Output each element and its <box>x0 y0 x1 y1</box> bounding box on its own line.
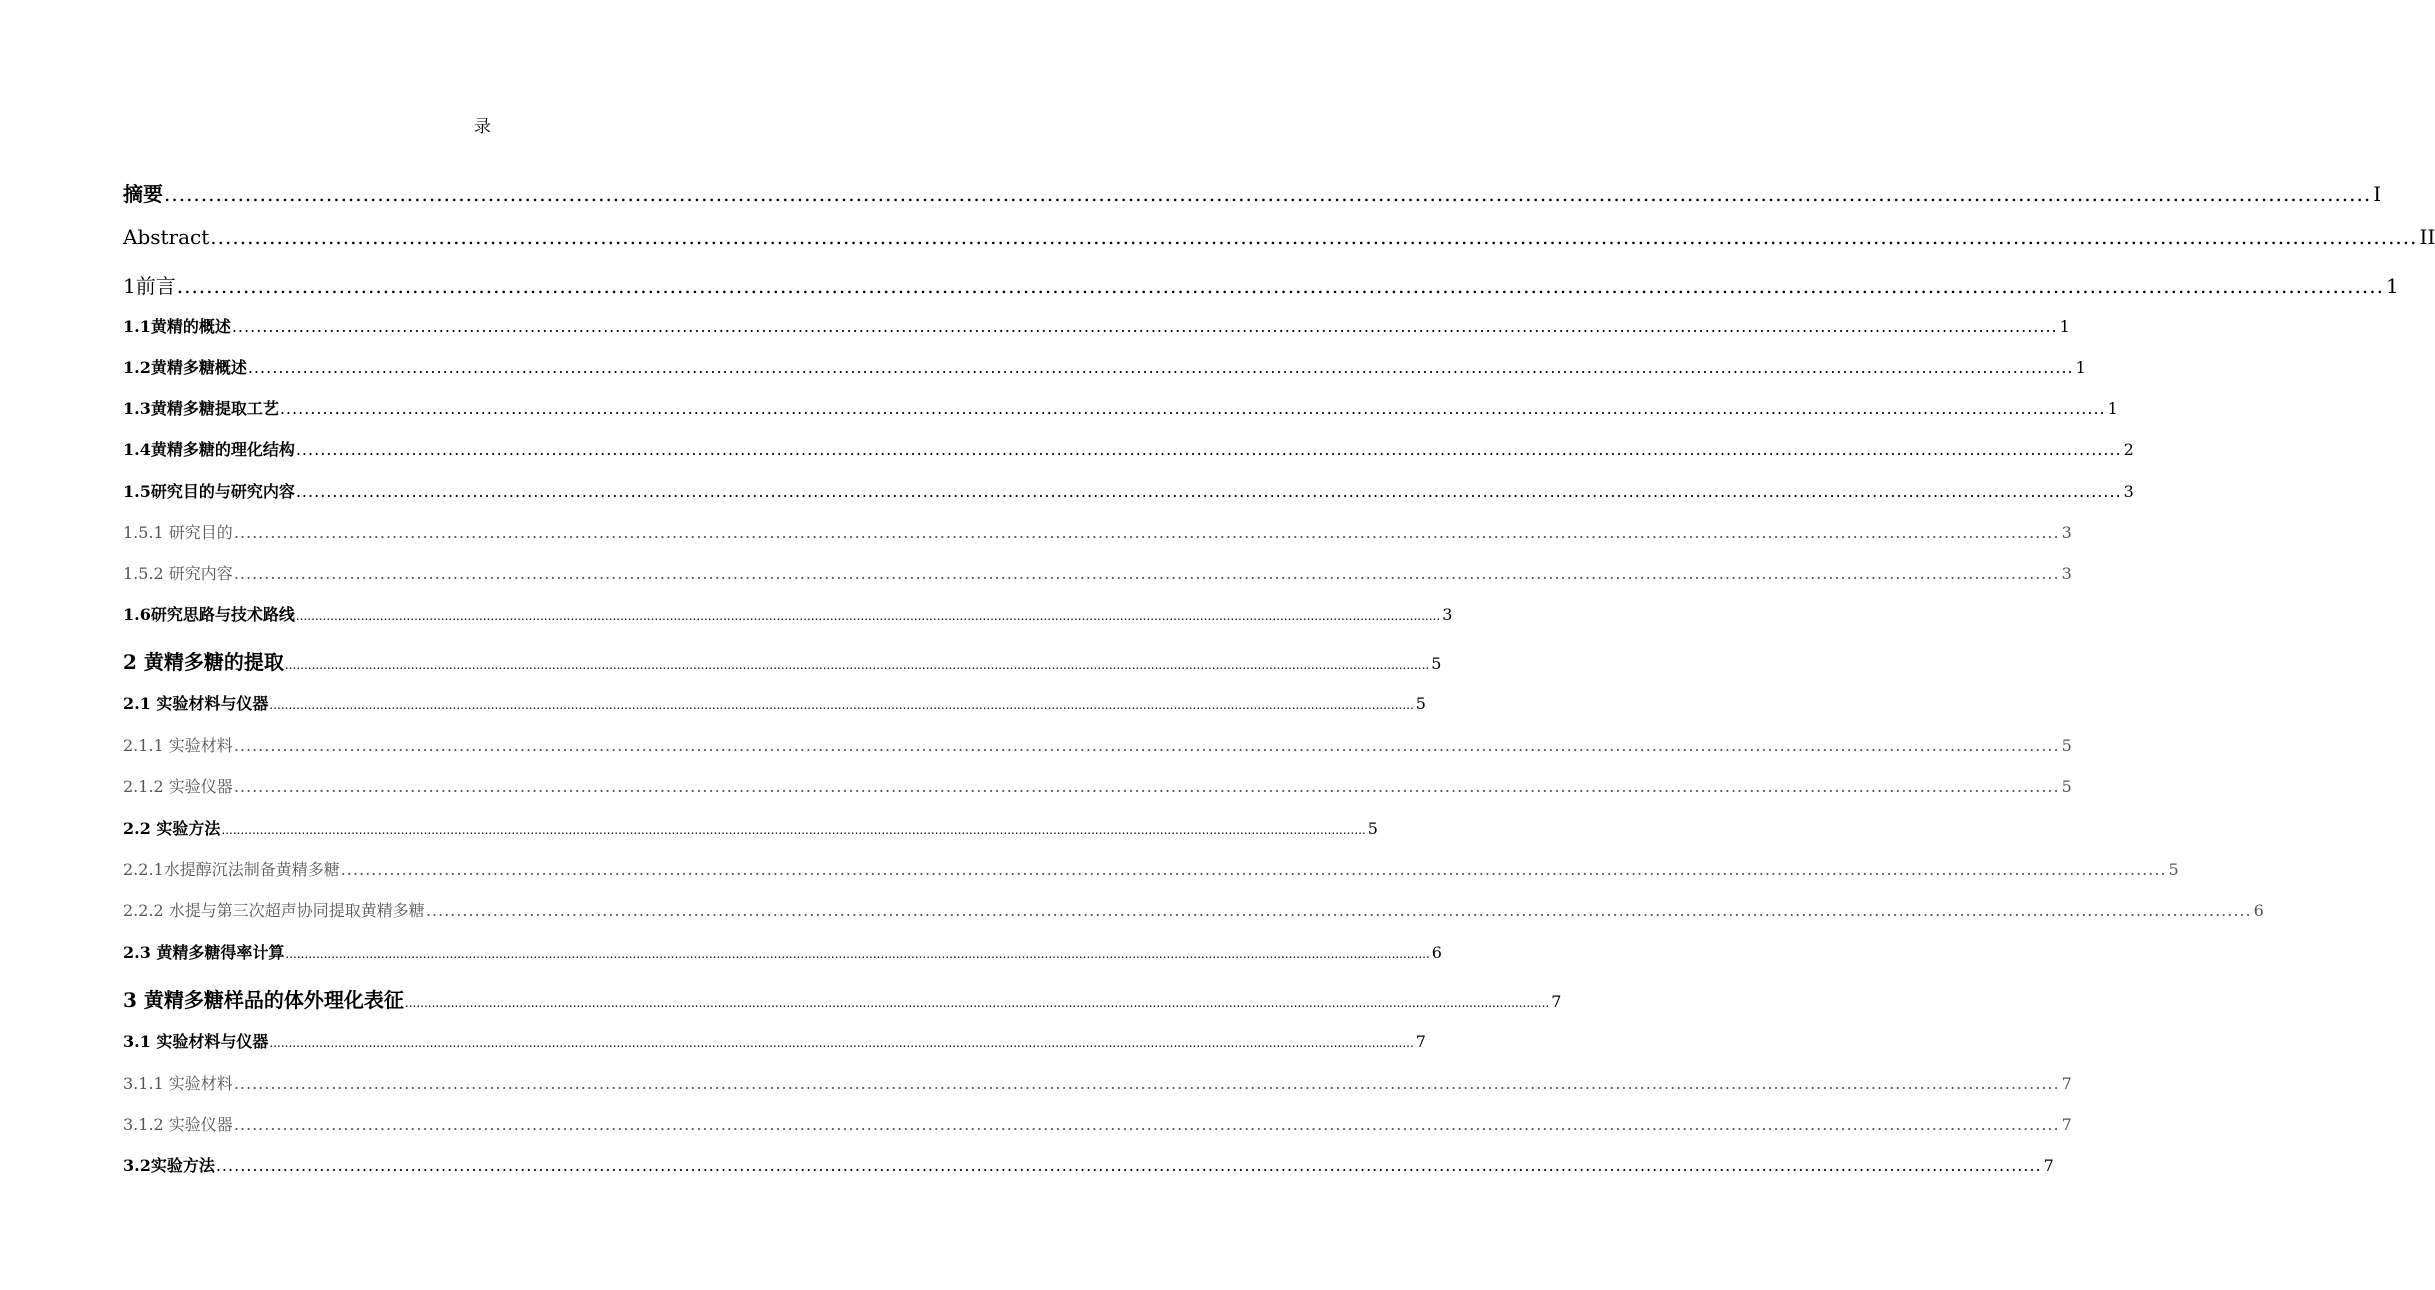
toc-entry-label: 1.3黄精多糖提取工艺 <box>123 399 279 418</box>
toc-entry-page: II <box>2419 225 2435 249</box>
table-of-contents <box>123 0 2435 1290</box>
toc-entry-label: 1前言 <box>123 274 176 298</box>
toc-entry-1-5-1[interactable] <box>123 520 2072 543</box>
toc-entry-page: 6 <box>1431 943 1442 962</box>
toc-entry-label: 3.2实验方法 <box>123 1156 215 1175</box>
toc-entry-1-2[interactable] <box>123 355 2086 378</box>
dot-leader: ............................................................................................................................................................................................................................................................................................................ <box>285 947 1430 961</box>
toc-entry-chapter-3[interactable] <box>123 984 1562 1013</box>
dot-leader: ............................................................................................................................................................................................................................................................................................................ <box>269 698 1414 712</box>
dot-leader: ............................................................................................................................................................................................................................................................................................................ <box>247 358 2074 377</box>
toc-entry-page: 2 <box>2123 440 2134 459</box>
toc-entry-2-2[interactable] <box>123 816 1378 839</box>
dot-leader: ............................................................................................................................................................................................................................................................................................................ <box>295 482 2122 501</box>
toc-entry-page: 5 <box>2061 777 2072 796</box>
toc-entry-label: 1.5.1 研究目的 <box>123 523 233 542</box>
toc-entry-2-1-2[interactable] <box>123 774 2072 797</box>
toc-entry-label: 3.1 实验材料与仪器 <box>123 1032 269 1051</box>
toc-entry-1-1[interactable] <box>123 314 2070 337</box>
toc-entry-page: 3 <box>2061 564 2072 583</box>
toc-entry-page: 7 <box>2061 1074 2072 1093</box>
toc-entry-page: 5 <box>1431 654 1442 673</box>
dot-leader: ............................................................................................................................................................................................................................................................................................................ <box>176 274 2384 298</box>
toc-entry-3-1-2[interactable] <box>123 1112 2072 1135</box>
dot-leader: ............................................................................................................................................................................................................................................................................................................ <box>233 1074 2060 1093</box>
toc-entry-3-2[interactable] <box>123 1153 2054 1176</box>
dot-leader: ............................................................................................................................................................................................................................................................................................................ <box>269 1036 1414 1050</box>
toc-entry-label: 2.1.1 实验材料 <box>123 736 233 755</box>
toc-entry-chapter-1[interactable] <box>123 270 2399 299</box>
toc-entry-abstract-cn[interactable] <box>123 178 2382 207</box>
toc-entry-page: 6 <box>2253 901 2264 920</box>
toc-entry-page: 3 <box>2123 482 2134 501</box>
dot-leader: ............................................................................................................................................................................................................................................................................................................ <box>233 523 2060 542</box>
dot-leader: ............................................................................................................................................................................................................................................................................................................ <box>231 317 2058 336</box>
toc-entry-page: 3 <box>1442 605 1453 624</box>
toc-entry-label: 1.2黄精多糖概述 <box>123 358 247 377</box>
toc-entry-label: 2.1 实验材料与仪器 <box>123 694 269 713</box>
toc-entry-2-2-1[interactable] <box>123 857 2179 880</box>
dot-leader: ............................................................................................................................................................................................................................................................................................................ <box>233 1115 2060 1134</box>
toc-entry-page: 7 <box>1415 1032 1426 1051</box>
toc-entry-1-6[interactable] <box>123 602 1453 625</box>
toc-entry-page: 1 <box>2059 317 2070 336</box>
dot-leader: ............................................................................................................................................................................................................................................................................................................ <box>279 399 2106 418</box>
toc-entry-page: 1 <box>2075 358 2086 377</box>
dot-leader: ............................................................................................................................................................................................................................................................................................................ <box>215 1156 2042 1175</box>
toc-entry-page: 1 <box>2385 274 2399 298</box>
toc-entry-1-5[interactable] <box>123 479 2134 502</box>
toc-entry-label: 2.3 黄精多糖得率计算 <box>123 943 285 962</box>
dot-leader: ............................................................................................................................................................................................................................................................................................................ <box>221 823 1366 837</box>
toc-entry-1-5-2[interactable] <box>123 561 2072 584</box>
toc-entry-page: 5 <box>1415 694 1426 713</box>
toc-entry-chapter-2[interactable] <box>123 646 1442 675</box>
dot-leader: ............................................................................................................................................................................................................................................................................................................ <box>340 860 2167 879</box>
toc-entry-2-1-1[interactable] <box>123 733 2072 756</box>
toc-entry-label: 1.1黄精的概述 <box>123 317 231 336</box>
toc-entry-1-3[interactable] <box>123 396 2118 419</box>
toc-entry-1-4[interactable] <box>123 437 2134 460</box>
toc-entry-page: 5 <box>2168 860 2179 879</box>
toc-entry-label: 1.5研究目的与研究内容 <box>123 482 295 501</box>
dot-leader: ............................................................................................................................................................................................................................................................................................................ <box>295 609 1441 623</box>
toc-entry-label: 2.2.1水提醇沉法制备黄精多糖 <box>123 860 340 879</box>
toc-entry-page: 7 <box>2043 1156 2054 1175</box>
toc-entry-label: 2.2.2 水提与第三次超声协同提取黄精多糖 <box>123 901 425 920</box>
toc-entry-label: Abstract <box>123 225 210 249</box>
toc-entry-page: 5 <box>1367 819 1378 838</box>
toc-entry-page: 1 <box>2107 399 2118 418</box>
toc-entry-label: 1.4黄精多糖的理化结构 <box>123 440 295 459</box>
toc-entry-page: 7 <box>1551 992 1562 1011</box>
toc-entry-label: 摘要 <box>123 182 163 206</box>
toc-entry-2-3[interactable] <box>123 940 1442 963</box>
toc-entry-2-2-2[interactable] <box>123 898 2264 921</box>
toc-title: 录 <box>474 117 491 137</box>
toc-entry-3-1[interactable] <box>123 1029 1426 1052</box>
toc-entry-2-1[interactable] <box>123 691 1426 714</box>
toc-entry-page: 5 <box>2061 736 2072 755</box>
toc-entry-page: 7 <box>2061 1115 2072 1134</box>
dot-leader: ............................................................................................................................................................................................................................................................................................................ <box>425 901 2252 920</box>
toc-entry-label: 2.1.2 实验仪器 <box>123 777 233 796</box>
toc-entry-label: 3.1.1 实验材料 <box>123 1074 233 1093</box>
dot-leader: ............................................................................................................................................................................................................................................................................................................ <box>284 658 1430 672</box>
dot-leader: ............................................................................................................................................................................................................................................................................................................ <box>233 564 2060 583</box>
toc-entry-abstract-en[interactable] <box>123 225 2435 249</box>
dot-leader: ............................................................................................................................................................................................................................................................................................................ <box>295 440 2122 459</box>
toc-entry-label: 3.1.2 实验仪器 <box>123 1115 233 1134</box>
dot-leader: ............................................................................................................................................................................................................................................................................................................ <box>404 996 1550 1010</box>
dot-leader: ............................................................................................................................................................................................................................................................................................................ <box>210 225 2418 249</box>
toc-entry-label: 1.6研究思路与技术路线 <box>123 605 295 624</box>
toc-entry-3-1-1[interactable] <box>123 1071 2072 1094</box>
toc-entry-page: I <box>2373 182 2382 206</box>
toc-entry-label: 2.2 实验方法 <box>123 819 221 838</box>
toc-entry-label: 2 黄精多糖的提取 <box>123 650 284 674</box>
dot-leader: ............................................................................................................................................................................................................................................................................................................ <box>164 182 2372 206</box>
dot-leader: ............................................................................................................................................................................................................................................................................................................ <box>233 777 2060 796</box>
dot-leader: ............................................................................................................................................................................................................................................................................................................ <box>233 736 2060 755</box>
toc-entry-page: 3 <box>2061 523 2072 542</box>
toc-entry-label: 1.5.2 研究内容 <box>123 564 233 583</box>
toc-entry-label: 3 黄精多糖样品的体外理化表征 <box>123 988 404 1012</box>
